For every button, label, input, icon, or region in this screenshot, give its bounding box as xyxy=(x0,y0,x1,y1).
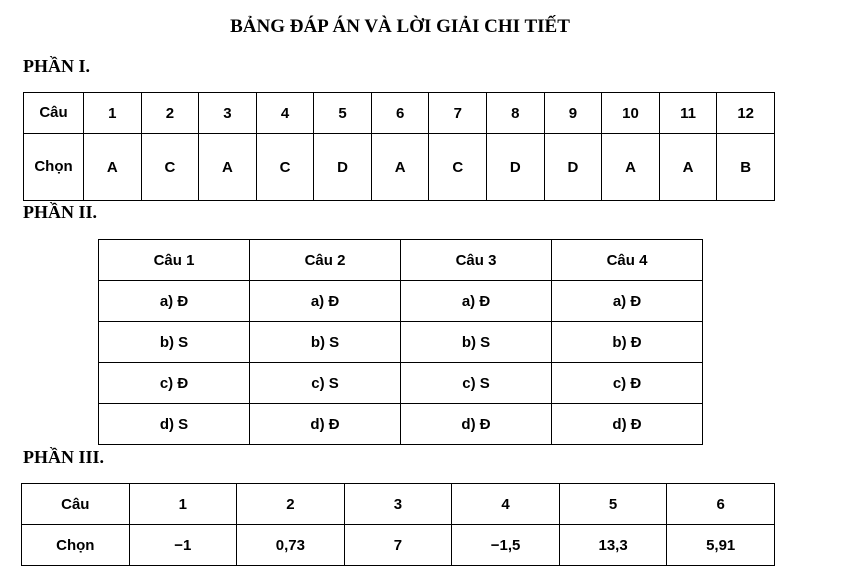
row-label-question: Câu xyxy=(22,484,130,525)
answer-cell: d) Đ xyxy=(250,404,401,445)
question-number: 1 xyxy=(84,93,142,134)
column-header: Câu 1 xyxy=(99,240,250,281)
answer-cell: A xyxy=(659,134,717,201)
row-label-question: Câu xyxy=(24,93,84,134)
table-row-headers xyxy=(99,240,703,281)
row-label-choice: Chọn xyxy=(22,525,130,566)
question-number: 11 xyxy=(659,93,717,134)
answer-cell: d) Đ xyxy=(401,404,552,445)
table-row xyxy=(99,404,703,445)
answer-cell: d) Đ xyxy=(552,404,703,445)
answer-cell: b) S xyxy=(99,322,250,363)
question-number: 10 xyxy=(602,93,660,134)
answer-cell: c) Đ xyxy=(552,363,703,404)
part3-heading: PHẦN III. xyxy=(23,447,105,467)
answer-cell: b) Đ xyxy=(552,322,703,363)
answer-cell: A xyxy=(371,134,429,201)
question-number: 3 xyxy=(344,484,452,525)
part1-heading: PHẦN I. xyxy=(23,56,90,76)
answer-cell: −1,5 xyxy=(452,525,560,566)
answer-cell: D xyxy=(544,134,602,201)
question-number: 5 xyxy=(559,484,667,525)
question-number: 4 xyxy=(452,484,560,525)
question-number: 1 xyxy=(129,484,237,525)
row-label-choice: Chọn xyxy=(24,134,84,201)
table-row-questions xyxy=(24,93,775,134)
answer-cell: A xyxy=(84,134,142,201)
answer-cell: B xyxy=(717,134,775,201)
table-row-answers xyxy=(24,134,775,201)
table-row-answers xyxy=(22,525,775,566)
column-header: Câu 3 xyxy=(401,240,552,281)
question-number: 7 xyxy=(429,93,487,134)
question-number: 9 xyxy=(544,93,602,134)
question-number: 6 xyxy=(371,93,429,134)
question-number: 3 xyxy=(199,93,257,134)
column-header: Câu 2 xyxy=(250,240,401,281)
answer-cell: −1 xyxy=(129,525,237,566)
answer-cell: b) S xyxy=(401,322,552,363)
answer-cell: c) Đ xyxy=(99,363,250,404)
question-number: 5 xyxy=(314,93,372,134)
answer-cell: a) Đ xyxy=(99,281,250,322)
table-row xyxy=(99,281,703,322)
answer-cell: 0,73 xyxy=(237,525,345,566)
answer-cell: d) S xyxy=(99,404,250,445)
answer-cell: A xyxy=(602,134,660,201)
question-number: 2 xyxy=(237,484,345,525)
answer-cell: 5,91 xyxy=(667,525,775,566)
table-row xyxy=(99,363,703,404)
answer-cell: 7 xyxy=(344,525,452,566)
answer-cell: C xyxy=(429,134,487,201)
part3-answer-table xyxy=(21,483,775,566)
question-number: 4 xyxy=(256,93,314,134)
question-number: 8 xyxy=(487,93,545,134)
answer-cell: c) S xyxy=(401,363,552,404)
answer-cell: C xyxy=(256,134,314,201)
answer-cell: C xyxy=(141,134,199,201)
question-number: 2 xyxy=(141,93,199,134)
table-row-questions xyxy=(22,484,775,525)
answer-cell: 13,3 xyxy=(559,525,667,566)
answer-cell: c) S xyxy=(250,363,401,404)
question-number: 12 xyxy=(717,93,775,134)
page-title: BẢNG ĐÁP ÁN VÀ LỜI GIẢI CHI TIẾT xyxy=(230,16,570,37)
answer-cell: D xyxy=(314,134,372,201)
part2-heading: PHẦN II. xyxy=(23,202,98,222)
part1-answer-table xyxy=(23,92,775,201)
answer-cell: a) Đ xyxy=(552,281,703,322)
part2-answer-table xyxy=(98,239,703,445)
question-number: 6 xyxy=(667,484,775,525)
column-header: Câu 4 xyxy=(552,240,703,281)
answer-cell: A xyxy=(199,134,257,201)
answer-cell: a) Đ xyxy=(401,281,552,322)
answer-cell: b) S xyxy=(250,322,401,363)
answer-cell: a) Đ xyxy=(250,281,401,322)
table-row xyxy=(99,322,703,363)
answer-cell: D xyxy=(487,134,545,201)
